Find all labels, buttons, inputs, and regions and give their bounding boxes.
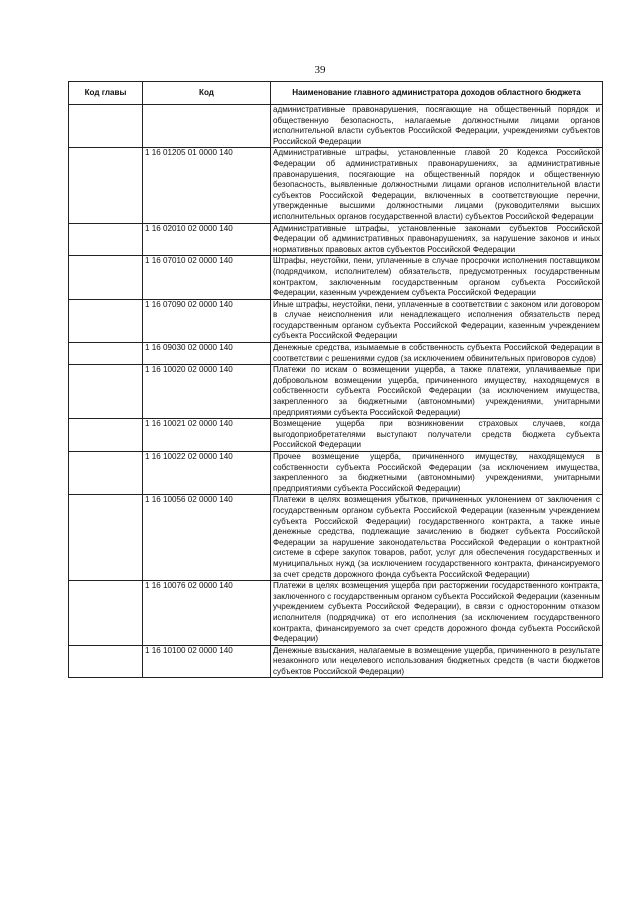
- table-row: [69, 581, 603, 646]
- name-cell: Денежные средства, изымаемые в собственность субъекта Российской Федерации в соответствии с решениями судов (за исключением обвинительных приговоров судов): [271, 343, 603, 365]
- chapter-cell: [69, 365, 143, 419]
- chapter-cell: [69, 256, 143, 299]
- chapter-cell: [69, 581, 143, 646]
- header-administrator-name: Наименование главного администратора доходов областного бюджета: [271, 82, 603, 105]
- name-cell: Административные штрафы, установленные главой 20 Кодекса Российской Федерации об административных правонарушениях, за административные правонарушения, посягающие на общественный порядок и общественную безопасность, выявленные должностными лицами органов исполнительной власти субъектов Российской Федерации, включенных в соответствующие перечни, утвержденные высшими должностными лицами (руководителями высших исполнительных органов государственной власти) субъектов Российской Федерации: [271, 148, 603, 223]
- code-cell: 1 16 10022 02 0000 140: [143, 452, 271, 495]
- table-row: [69, 343, 603, 365]
- chapter-cell: [69, 343, 143, 365]
- table-row: [69, 105, 603, 148]
- table-header-row: [69, 82, 603, 105]
- name-cell: Денежные взыскания, налагаемые в возмещение ущерба, причиненного в результате незаконного или нецелевого использования бюджетных средств (в части бюджетов субъектов Российской Федерации): [271, 645, 603, 678]
- code-cell: 1 16 10020 02 0000 140: [143, 365, 271, 419]
- header-chapter-code: Код главы: [69, 82, 143, 105]
- table-row: [69, 223, 603, 256]
- chapter-cell: [69, 419, 143, 452]
- table-row: [69, 495, 603, 581]
- code-cell: 1 16 01205 01 0000 140: [143, 148, 271, 223]
- page-number: 39: [314, 64, 326, 76]
- code-cell: 1 16 07010 02 0000 140: [143, 256, 271, 299]
- code-cell: 1 16 10021 02 0000 140: [143, 419, 271, 452]
- name-cell: Прочее возмещение ущерба, причиненного имуществу, находящемуся в собственности субъекта Российской Федерации (за исключением имущества, закрепленного за бюджетными (автономными) учреждениями, унитарными предприятиями субъекта Российской Федерации): [271, 452, 603, 495]
- code-cell: [143, 105, 271, 148]
- table-row: [69, 419, 603, 452]
- table-row: [69, 299, 603, 342]
- table-row: [69, 365, 603, 419]
- code-cell: 1 16 09030 02 0000 140: [143, 343, 271, 365]
- table-row: [69, 452, 603, 495]
- name-cell: Штрафы, неустойки, пени, уплаченные в случае просрочки исполнения поставщиком (подрядчиком, исполнителем) обязательств, предусмотренных государственным контрактом, заключенным государственным органом субъекта Российской Федерации, казенным учреждением субъекта Российской Федерации: [271, 256, 603, 299]
- name-cell: Платежи в целях возмещения ущерба при расторжении государственного контракта, заключенного с государственным органом субъекта Российской Федерации (казенным учреждением субъекта Российской Федерации), в связи с односторонним отказом исполнителя (подрядчика) от его исполнения (за исключением государственного контракта, финансируемого за счет средств дорожного фонда субъекта Российской Федерации): [271, 581, 603, 646]
- code-cell: 1 16 10056 02 0000 140: [143, 495, 271, 581]
- chapter-cell: [69, 223, 143, 256]
- code-cell: 1 16 10100 02 0000 140: [143, 645, 271, 678]
- revenue-codes-table: [68, 81, 603, 678]
- name-cell: Иные штрафы, неустойки, пени, уплаченные в соответствии с законом или договором в случае неисполнения или ненадлежащего исполнения обязательств перед государственным органом субъекта Российской Федерации, казенным учреждением субъекта Российской Федерации: [271, 299, 603, 342]
- table-row: [69, 148, 603, 223]
- name-cell: административные правонарушения, посягающие на общественный порядок и общественную безопасность, налагаемые должностными лицами органов исполнительной власти субъектов Российской Федерации, учреждениями субъектов Российской Федерации: [271, 105, 603, 148]
- chapter-cell: [69, 645, 143, 678]
- chapter-cell: [69, 452, 143, 495]
- name-cell: Административные штрафы, установленные законами субъектов Российской Федерации об административных правонарушениях, за нарушение законов и иных нормативных правовых актов субъектов Российской Федерации: [271, 223, 603, 256]
- header-code: Код: [143, 82, 271, 105]
- table-row: [69, 256, 603, 299]
- chapter-cell: [69, 299, 143, 342]
- name-cell: Возмещение ущерба при возникновении страховых случаев, когда выгодоприобретателями выступают получатели средств бюджета субъекта Российской Федерации: [271, 419, 603, 452]
- table-row: [69, 645, 603, 678]
- chapter-cell: [69, 495, 143, 581]
- code-cell: 1 16 10076 02 0000 140: [143, 581, 271, 646]
- name-cell: Платежи в целях возмещения убытков, причиненных уклонением от заключения с государственным органом субъекта Российской Федерации (казенным учреждением субъекта Российской Федерации) государственного контракта, а также иные денежные средства, подлежащие зачислению в бюджет субъекта Российской Федерации за нарушение законодательства Российской Федерации о контрактной системе в сфере закупок товаров, работ, услуг для обеспечения государственных и муниципальных нужд (за исключением государственного контракта, финансируемого за счет средств дорожного фонда субъекта Российской Федерации): [271, 495, 603, 581]
- chapter-cell: [69, 148, 143, 223]
- name-cell: Платежи по искам о возмещении ущерба, а также платежи, уплачиваемые при добровольном возмещении ущерба, причиненного имуществу, находящемуся в собственности субъекта Российской Федерации (за исключением имущества, закрепленного за бюджетными (автономными) учреждениями, унитарными предприятиями субъекта Российской Федерации): [271, 365, 603, 419]
- code-cell: 1 16 02010 02 0000 140: [143, 223, 271, 256]
- chapter-cell: [69, 105, 143, 148]
- code-cell: 1 16 07090 02 0000 140: [143, 299, 271, 342]
